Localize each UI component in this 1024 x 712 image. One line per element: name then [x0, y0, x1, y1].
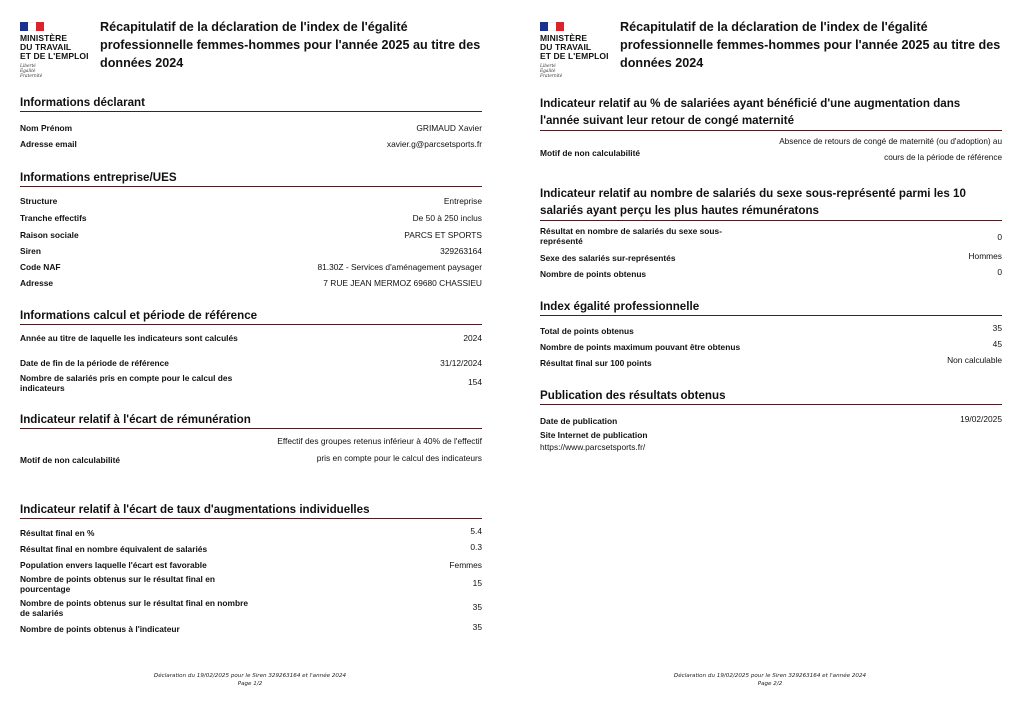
row-label: Date de fin de la période de référence: [20, 358, 169, 368]
row-label: Résultat final sur 100 points: [540, 358, 652, 368]
row-label: Nombre de points maximum pouvant être obtenus: [540, 342, 741, 352]
row-value: PARCS ET SPORTS: [404, 230, 482, 240]
section-title-augmentations: Indicateur relatif à l'écart de taux d'augmentations individuelles: [20, 502, 482, 519]
row-value: 45: [992, 339, 1002, 349]
section-title-entreprise: Informations entreprise/UES: [20, 170, 482, 187]
document-title: Récapitulatif de la déclaration de l'index de l'égalité professionnelle femmes-hommes pour l'année 2025 au titre des données 2024: [100, 20, 481, 70]
ministry-logo: [540, 22, 616, 79]
row-value: 35: [472, 602, 482, 612]
motto-line: Égalité: [540, 69, 556, 74]
motto-line: Liberté: [540, 64, 556, 69]
row-label: Tranche effectifs: [20, 213, 87, 223]
page-footer: [520, 672, 1020, 688]
row-label: Nombre de points obtenus: [540, 269, 647, 279]
document-title: Récapitulatif de la déclaration de l'index de l'égalité professionnelle femmes-hommes pour l'année 2025 au titre des données 2024: [620, 20, 1001, 70]
row-label: Siren: [20, 246, 41, 256]
french-flag-icon: [20, 22, 44, 31]
row-label: Nom Prénom: [20, 123, 73, 133]
page-footer: [0, 672, 500, 688]
info-row: [540, 134, 1002, 168]
row-label: Adresse: [20, 278, 54, 288]
ministry-name-line: DU TRAVAIL: [20, 42, 72, 52]
footer-page-number: Page 2/2: [757, 681, 783, 687]
section-title-hautes-remunerations: Indicateur relatif au nombre de salariés du sexe sous-représenté parmi les 10 salariés ayant perçu les plus hautes rémunératons: [540, 185, 1002, 221]
motto-line: Égalité: [20, 69, 36, 74]
section-title-declarant: Informations déclarant: [20, 95, 482, 112]
french-flag-icon: [540, 22, 564, 31]
publication-site-url: https://www.parcsetsports.fr/: [540, 442, 646, 452]
row-value: xavier.g@parcsetsports.fr: [386, 139, 482, 149]
page-header: [540, 18, 1010, 88]
footer-page-number: Page 1/2: [237, 681, 263, 687]
section-title-index: Index égalité professionnelle: [540, 299, 1002, 316]
row-label: Code NAF: [20, 262, 61, 272]
row-label: Nombre de salariés pris en compte pour le calcul des indicateurs: [20, 373, 233, 393]
row-value: GRIMAUD Xavier: [416, 123, 482, 133]
section-title-remuneration: Indicateur relatif à l'écart de rémunération: [20, 412, 482, 429]
ministry-logo: [20, 22, 96, 79]
row-value: 15: [472, 578, 482, 588]
row-label: Motif de non calculabilité: [540, 148, 641, 158]
ministry-name-line: MINISTÈRE: [20, 33, 68, 43]
row-value: Femmes: [449, 560, 482, 570]
page-header: [20, 18, 490, 88]
ministry-name-line: MINISTÈRE: [540, 33, 588, 43]
row-value: Non calculable: [947, 355, 1002, 365]
row-label: Site Internet de publication: [540, 430, 648, 440]
row-value: De 50 à 250 inclus: [412, 213, 482, 223]
row-value: 2024: [463, 333, 482, 343]
row-label: Total de points obtenus: [540, 326, 634, 336]
row-label: Année au titre de laquelle les indicateurs sont calculés: [20, 333, 238, 343]
section-title-publication: Publication des résultats obtenus: [540, 388, 1002, 405]
footer-declaration-text: Déclaration du 19/02/2025 pour le Siren 329263164 et l'année 2024: [153, 673, 347, 679]
row-value: 35: [992, 323, 1002, 333]
row-label: Nombre de points obtenus à l'indicateur: [20, 624, 180, 634]
row-value: 154: [468, 377, 482, 387]
row-value: 5.4: [470, 526, 482, 536]
row-value: Effectif des groupes retenus inférieur à 40% de l'effectif pris en compte pour le calcul des indicateurs: [277, 436, 482, 463]
motto-line: Liberté: [20, 64, 36, 69]
footer-declaration-text: Déclaration du 19/02/2025 pour le Siren 329263164 et l'année 2024: [673, 673, 867, 679]
row-label: Adresse email: [20, 139, 77, 149]
row-label: Motif de non calculabilité: [20, 455, 121, 465]
row-value: 31/12/2024: [440, 358, 482, 368]
page-2: [520, 0, 1020, 712]
motto-line: Fraternité: [540, 74, 563, 79]
publication-date: 19/02/2025: [960, 414, 1002, 424]
row-label: Date de publication: [540, 416, 618, 426]
section-title-maternite: Indicateur relatif au % de salariées ayant bénéficié d'une augmentation dans l'année suivant leur retour de congé maternité: [540, 95, 1002, 131]
row-label: Population envers laquelle l'écart est favorable: [20, 560, 207, 570]
row-label: Résultat final en %: [20, 528, 95, 538]
row-label: Sexe des salariés sur-représentés: [540, 253, 676, 263]
section-title-calcul: Informations calcul et période de référence: [20, 308, 482, 325]
motto-line: Fraternité: [20, 74, 43, 79]
row-value: 0: [997, 232, 1002, 242]
ministry-name-line: ET DE L'EMPLOI: [540, 51, 609, 61]
row-value: Absence de retours de congé de maternité (ou d'adoption) au cours de la période de référence: [779, 137, 1002, 162]
page-1: [0, 0, 500, 712]
ministry-name-line: DU TRAVAIL: [540, 42, 592, 52]
row-label: Résultat final en nombre équivalent de salariés: [20, 544, 208, 554]
row-value: 0.3: [470, 542, 482, 552]
ministry-name-line: ET DE L'EMPLOI: [20, 51, 89, 61]
row-label: Résultat en nombre de salariés du sexe sous-représenté: [540, 226, 722, 246]
row-label: Nombre de points obtenus sur le résultat final en nombre de salariés: [20, 598, 249, 618]
row-value: 0: [997, 267, 1002, 277]
row-value: 329263164: [440, 246, 482, 256]
row-label: Structure: [20, 196, 58, 206]
row-value: Hommes: [968, 251, 1002, 261]
row-label: Raison sociale: [20, 230, 79, 240]
row-value: 35: [472, 622, 482, 632]
row-label: Nombre de points obtenus sur le résultat final en pourcentage: [20, 574, 215, 594]
row-value: 81.30Z - Services d'aménagement paysager: [317, 262, 482, 272]
row-value: Entreprise: [443, 196, 482, 206]
row-value: 7 RUE JEAN MERMOZ 69680 CHASSIEU: [323, 278, 482, 288]
info-row: [20, 433, 482, 483]
